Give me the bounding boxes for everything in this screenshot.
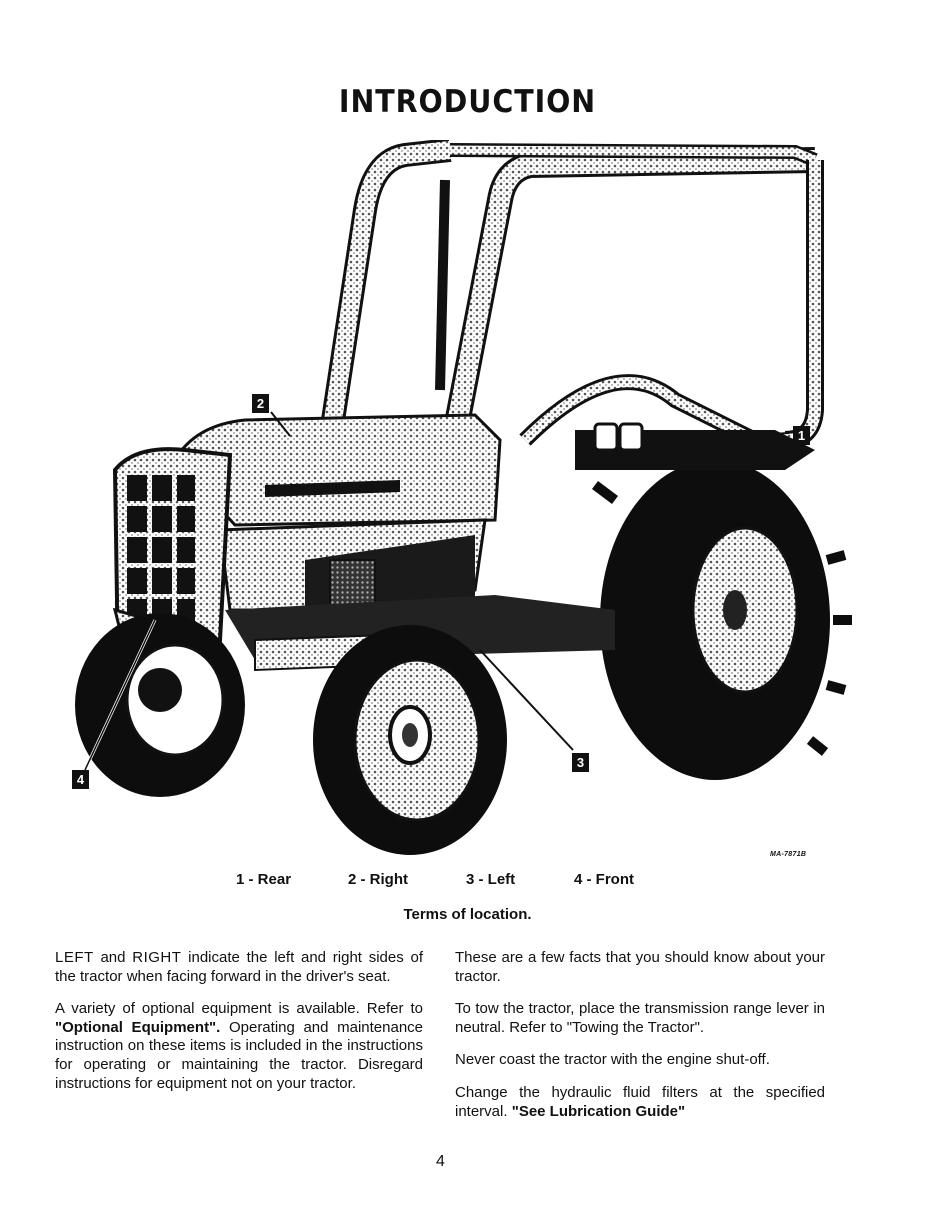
- right-paragraph-2: To tow the tractor, place the transmission range lever in neutral. Refer to "Towing the Tractor".: [455, 1000, 825, 1036]
- right-paragraph-4: Change the hydraulic fluid filters at the specified interval. "See Lubrication Guide": [455, 1083, 825, 1120]
- left-column: [55, 949, 423, 1107]
- page-number: 4: [436, 1153, 445, 1170]
- callout-2: 2: [252, 394, 269, 413]
- page-title: INTRODUCTION: [338, 84, 597, 120]
- lubrication-guide-reference: "See Lubrication Guide": [511, 1102, 686, 1120]
- legend-item-left: 3 - Left: [466, 871, 516, 888]
- callout-1: 1: [793, 426, 810, 445]
- right-column: [455, 949, 825, 1135]
- tractor-illustration: [55, 140, 855, 865]
- callout-3: 3: [572, 753, 589, 772]
- legend-item-rear: 1 - Rear: [236, 871, 292, 888]
- right-paragraph-3: Never coast the tractor with the engine shut-off.: [455, 1051, 770, 1069]
- legend-item-right: 2 - Right: [348, 871, 408, 888]
- figure-code: MA-7871B: [770, 851, 807, 858]
- legend-item-front: 4 - Front: [574, 871, 634, 888]
- right-paragraph-1: These are a few facts that you should know about your tractor.: [455, 949, 825, 985]
- figure-caption: Terms of location.: [403, 906, 532, 923]
- optional-equipment-reference: "Optional Equipment".: [55, 1018, 221, 1036]
- callout-4: 4: [72, 770, 89, 789]
- left-paragraph-2: A variety of optional equipment is available. Refer to "Optional Equipment". Operating and maintenance instruction on these items is included in the instructions for operating or maintaining the tractor. Disregard instructions for equipment not on your tractor.: [55, 1000, 423, 1092]
- left-paragraph-1: LEFT and RIGHT indicate the left and right sides of the tractor when facing forward in the driver's seat.: [55, 949, 423, 985]
- tractor-drawing: [55, 140, 855, 865]
